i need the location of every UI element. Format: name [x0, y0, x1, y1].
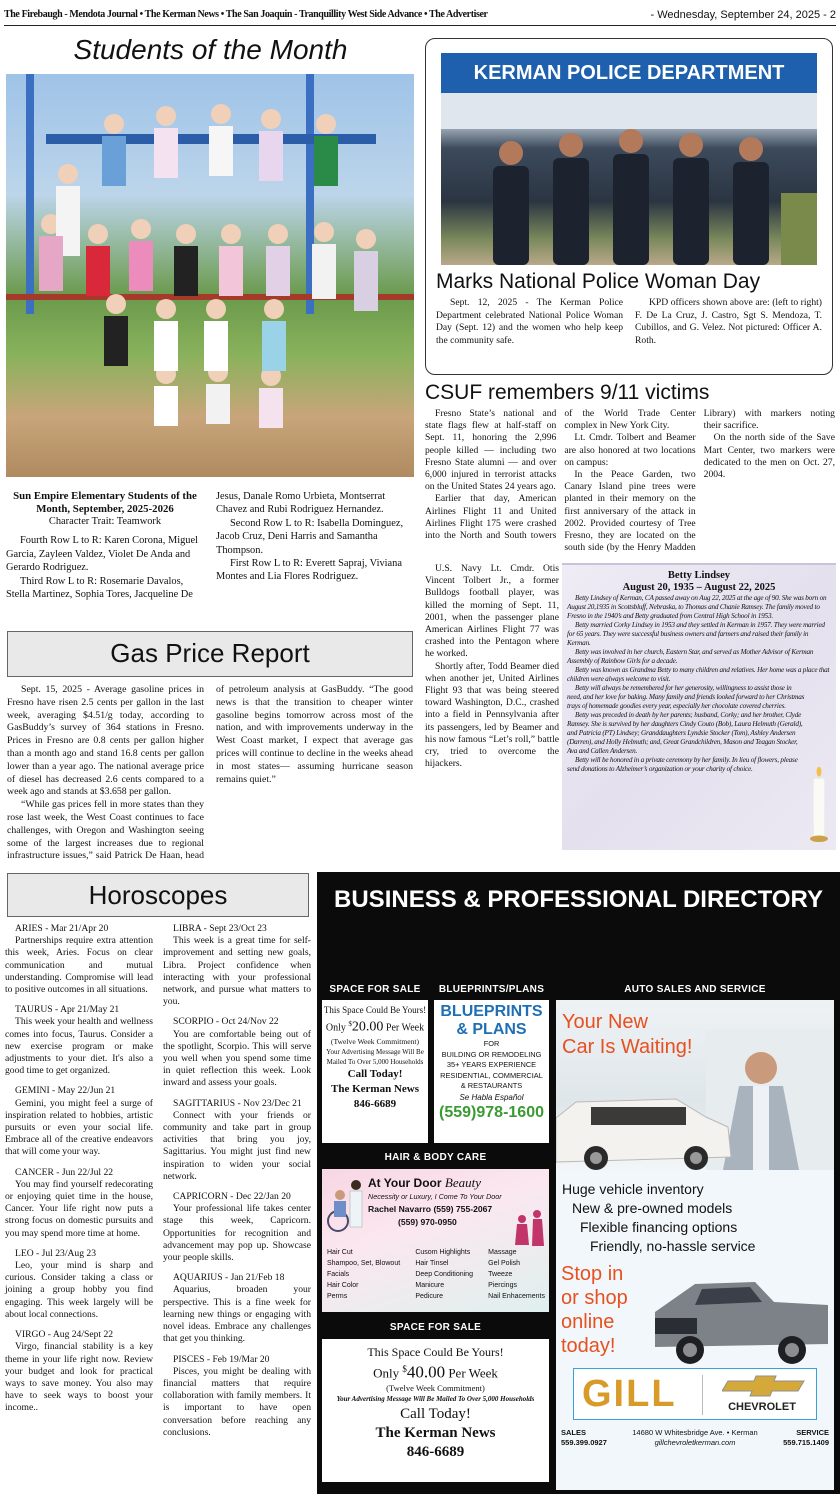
auto-headline — [562, 1010, 692, 1060]
blueprints-spanish: Se Habla Español — [459, 1092, 524, 1102]
address-text: 14680 W Whitesbridge Ave. • Kerman — [632, 1428, 758, 1437]
sign-text: You are comfortable being out of the spotlight, Scorpio. This will serve you well when you spend some time in quiet reflection this week. Look inward and assess your goals. — [163, 1028, 311, 1089]
directory-title: BUSINESS & PROFESSIONAL DIRECTORY — [334, 886, 823, 913]
csuf-body — [425, 408, 835, 558]
stylist-silhouette-icon — [512, 1207, 546, 1247]
row-names: Fourth Row L to R: Karen Corona, Miguel Garcia, Zayleen Valdez, Violet De Anda and Gerardo Rodriguez. — [6, 535, 198, 574]
service-contact — [783, 1428, 829, 1448]
service-item: Pedicure — [415, 1293, 443, 1300]
service-item: Facials — [327, 1271, 350, 1278]
services-column — [488, 1247, 545, 1302]
gas-paragraph: “While gas prices fell in more states than they rose last week, the West Coast continues to face challenges, with Oregon and Washington seeing some of the largest increases due to regional infrastructure issues,” said Patrick De Haan, head of petroleum analysis at GasBuddy. “The good news is that the transition to cheaper winter gasoline begins tomorrow across most of the nation, and with improvements underway in the West Coast market, I expect that average gas prices will continue to decline in the weeks ahead in most states— assuming hurricane season remains quiet.” — [7, 684, 413, 862]
service-item: Shampoo, Set, Blowout — [327, 1260, 401, 1267]
ad-phone[interactable]: 846-6689 — [406, 1444, 465, 1461]
police-banner-text: KERMAN POLICE DEPARTMENT — [441, 53, 817, 93]
service-item: Cusom Highlights — [415, 1249, 471, 1256]
row-names: Third Row L to R: Rosemarie Davalos, Stella Martinez, Sophia Tores, Jacqueline De Jesus, Danale Romo Urbieta, Montserrat Chavez and Rubi Rodriguez Hernandez. — [6, 491, 386, 601]
csuf-paragraph: Earlier that day, American Airlines Flight 11 and United Airlines Flight 175 were crashed into the North and South towers of the World Trade Center complex in New York City. — [425, 408, 696, 542]
ad-mailed: Your Advertising Message Will Be — [326, 1048, 424, 1057]
horoscope-leo — [5, 1248, 153, 1321]
service-item: Gel Polish — [488, 1260, 521, 1267]
issue-date-page: - Wednesday, September 24, 2025 - 2 — [650, 8, 836, 21]
ad-only: Only — [325, 1022, 346, 1034]
police-photo — [441, 53, 817, 265]
beauty-phone-secondary[interactable]: (559) 970-0950 — [398, 1217, 457, 1227]
blueprints-line: RESIDENTIAL, COMMERCIAL — [440, 1070, 543, 1080]
ad-blueprints-plans[interactable] — [434, 1000, 549, 1143]
dealer-website-link[interactable]: gillchevroletkerman.com — [654, 1438, 736, 1447]
obituary-paragraph: Betty will always be remembered for her generosity, willingness to assist those in need, and her love for baking. Many family and friends looked forward to her Christmas trays of homemade goodies every year, especially her chocolate covered cherries. — [567, 684, 805, 710]
sign-heading: CANCER - Jun 22/Jul 22 — [15, 1166, 114, 1178]
ad-space-for-sale-20[interactable] — [322, 1000, 428, 1143]
obituary-body — [567, 594, 831, 774]
horoscope-taurus — [5, 1004, 153, 1077]
blueprints-line: FOR — [483, 1039, 500, 1048]
horoscope-libra — [163, 923, 311, 1008]
blueprints-line: 35+ YEARS EXPERIENCE — [446, 1060, 537, 1069]
ad-space-for-sale-40[interactable] — [322, 1339, 549, 1482]
blueprints-title: BLUEPRINTS — [440, 1003, 543, 1020]
csuf-body-continued — [425, 563, 559, 853]
csuf-headline: CSUF remembers 9/11 victims — [425, 381, 710, 404]
horoscope-capricorn — [163, 1191, 311, 1264]
police-body — [436, 297, 822, 347]
chevrolet-wordmark: CHEVROLET — [728, 1401, 796, 1413]
horoscope-sagittarius — [163, 1098, 311, 1183]
caption-heading: Sun Empire Elementary Students of the Month, September, 2025-2026 — [13, 490, 197, 515]
sign-heading: PISCES - Feb 19/Mar 20 — [173, 1353, 270, 1365]
csuf-paragraph: Fresno State’s national and state flags flew at half-staff on Sept. 11, honoring the 2,996 people killed — including two Fresno State alumni — and over 6,000 injured in terrorist attacks on the United States 24 years ago. — [425, 408, 557, 493]
csuf-paragraph: On the north side of the Save Mart Center, two markers were dedicated to the men on Oct. 27, 2004. — [703, 432, 835, 481]
newspaper-names: The Firebaugh - Mendota Journal • The Kerman News • The San Joaquin - Tranquillity West Side Advance • The Advertiser — [4, 9, 488, 20]
police-article — [425, 38, 833, 375]
sign-text: Pisces, you might be dealing with financial matters that require collaboration with family members. It is important to have open conversation before reaching any conclusions. — [163, 1365, 311, 1438]
sign-text: Gemini, you might feel a surge of inspiration related to hobbies, artistic pursuits or even your social life. Embrace all of the creative endeavors that will come your way. — [5, 1097, 153, 1158]
csuf-paragraph: Lt. Cmdr. Tolbert and Beamer are also honored at two locations on campus: — [564, 432, 696, 468]
gas-price-body — [7, 684, 413, 864]
sign-text: This week your health and wellness comes into focus, Taurus. Consider a new exercise program or make adjustments to your diet. It's also a good time to get organized. — [5, 1016, 153, 1077]
horoscope-virgo — [5, 1329, 153, 1414]
police-paragraph: KPD officers shown above are: (left to right) F. De La Cruz, J. Castro, Sgt S. Mendoza, T. Cubillos, and G. Velez. Not pictured: Officer A. Roth. — [635, 297, 822, 346]
gill-wordmark: GILL — [582, 1373, 677, 1415]
gill-chevrolet-logo — [573, 1368, 817, 1420]
sign-heading: LIBRA - Sept 23/Oct 23 — [173, 923, 267, 934]
ad-commitment: (Twelve Week Commitment) — [330, 1037, 420, 1047]
students-photo-illustration — [6, 74, 414, 477]
service-item: Deep Conditioning — [415, 1271, 473, 1278]
beauty-name-bold: At Your Door — [368, 1176, 442, 1190]
sign-text: Partnerships require extra attention this week, Aries. Focus on clear communication and mutual understanding. Compromise will lead to positive outcomes in all situations. — [5, 935, 153, 996]
service-item: Hair Color — [327, 1282, 359, 1289]
beauty-name-script: Beauty — [444, 1175, 481, 1190]
service-item: Manicure — [415, 1282, 445, 1289]
ad-only: Only — [373, 1365, 400, 1381]
auto-call-to-action — [561, 1262, 628, 1358]
services-column — [415, 1247, 473, 1302]
ad-at-your-door-beauty[interactable] — [322, 1169, 549, 1312]
ad-phone[interactable]: 846-6689 — [353, 1098, 397, 1111]
blueprints-line: BUILDING OR REMODELING — [441, 1049, 542, 1059]
character-trait: Character Trait: Teamwork — [48, 516, 162, 527]
ad-price-value: 20.00 — [351, 1019, 384, 1035]
cta-line: or shop — [561, 1287, 628, 1309]
sign-text: Connect with your friends or community and take part in group activities that bring you joy, Sagittarius. You might just find new inspiration to widen your social network. — [163, 1109, 311, 1182]
dealer-contact — [561, 1428, 829, 1448]
beauty-services — [327, 1247, 545, 1302]
cta-line: online — [561, 1311, 615, 1333]
ad-per-week: Per Week — [448, 1365, 498, 1381]
ad-price — [322, 1360, 549, 1382]
obituary-dates: August 20, 1935 – August 22, 2025 — [622, 582, 776, 593]
ad-line: This Space Could Be Yours! — [323, 1005, 427, 1015]
feature-item: New & pre-owned models — [572, 1200, 733, 1216]
ad-line: This Space Could Be Yours! — [367, 1345, 504, 1359]
sign-text: You may find yourself redecorating or enjoying quiet time in the house, Cancer. Your life right now puts a strong focus on domestic pursuits and you may spend more time at home. — [5, 1178, 153, 1239]
service-item: Tweeze — [488, 1271, 513, 1278]
obituary-paragraph: Betty married Corky Lindsey in 1953 and they settled in Kerman in 1957. They were married for 65 years. They were successful business owners and farmers and raised their family in Kerman. — [567, 621, 825, 647]
beauty-phone-primary[interactable]: Rachel Navarro (559) 755-2067 — [368, 1204, 493, 1214]
cta-line: Stop in — [561, 1263, 624, 1285]
cta-line: today! — [561, 1335, 616, 1357]
label-hair-body: HAIR & BODY CARE — [384, 1152, 487, 1163]
label-auto-sales: AUTO SALES AND SERVICE — [624, 984, 766, 995]
logo-divider — [702, 1375, 703, 1415]
sales-phone[interactable]: 559.399.0927 — [561, 1438, 607, 1447]
obituary-paragraph: Betty Lindsey of Kerman, CA passed away on Aug 22, 2025 at the age of 90. She was born on August 20,1935 in Scottsbluff, Nebraska, to Thomas and Chanie Ramsey. The family moved to Fresno in the 1940’s and Betty graduated from Central High School in 1953. — [567, 594, 827, 620]
business-directory — [317, 872, 840, 1494]
auto-features — [562, 1180, 755, 1256]
obituary — [562, 563, 836, 850]
ad-mailed: Your Advertising Message Will Be Mailed To Over 5,000 Households — [336, 1395, 535, 1404]
beauty-tagline: Necessity or Luxury, I Come To Your Door — [368, 1192, 502, 1201]
horoscope-aquarius — [163, 1272, 311, 1345]
csuf-paragraph: Shortly after, Todd Beamer died when another jet, United Airlines Flight 93 that was being steered toward Washington, D.C., crashed into a field in Pennsylvania after its passengers, led by Beamer and his now famous “Let’s roll,” battle cry, tried to overcome the hijackers. — [425, 660, 559, 770]
ad-gill-chevrolet[interactable] — [556, 1000, 834, 1490]
sales-contact — [561, 1428, 607, 1448]
horoscope-pisces — [163, 1354, 311, 1439]
service-item: Perms — [327, 1293, 348, 1300]
services-column — [327, 1247, 400, 1302]
ad-paper: The Kerman News — [375, 1425, 496, 1442]
caregiver-wheelchair-icon — [324, 1177, 366, 1245]
ad-call: Call Today! — [400, 1406, 471, 1423]
sign-heading: GEMINI - May 22/Jun 21 — [15, 1085, 116, 1097]
police-paragraph: Sept. 12, 2025 - The Kerman Police Department celebrated National Police Woman Day (Sept. 12) and the women who help keep the community safe. — [436, 297, 623, 346]
ad-mailed: Mailed To Over 5,000 Households — [326, 1058, 424, 1067]
horoscopes-body — [5, 923, 311, 1491]
gas-price-headline: Gas Price Report — [7, 631, 413, 677]
service-item: Hair Tinsel — [415, 1260, 449, 1267]
obituary-paragraph: Betty was involved in her church, Eastern Star, and served as Mother Advisor of Kerman Assembly of Rainbow Girls for a decade. — [567, 648, 814, 665]
chevrolet-bowtie-icon — [722, 1375, 810, 1397]
service-phone[interactable]: 559.715.1409 — [783, 1438, 829, 1447]
sign-text: Leo, your mind is sharp and curious. Consider taking a class or joining a group hobby you find engaging. This week largely will be about local connections. — [5, 1260, 153, 1320]
sign-heading: SCORPIO - Oct 24/Nov 22 — [173, 1016, 279, 1028]
obituary-name: Betty Lindsey — [667, 570, 731, 581]
row-names: Second Row L to R: Isabella Dominguez, Jacob Cruz, Deni Harris and Samantha Thompson. — [216, 517, 404, 556]
service-item: Piercings — [488, 1282, 517, 1289]
horoscope-aries — [5, 923, 153, 996]
ad-paper: The Kerman News — [331, 1083, 419, 1096]
students-headline: Students of the Month — [73, 34, 348, 65]
headline-line: Car Is Waiting! — [562, 1036, 693, 1058]
feature-item: Huge vehicle inventory — [562, 1181, 704, 1197]
ad-call: Call Today! — [347, 1068, 403, 1081]
sign-text: This week is a great time for self-improvement and setting new goals, Libra. Project confidence when interacting with your professional network, and pursue what matters to you. — [163, 935, 311, 1008]
horoscope-cancer — [5, 1167, 153, 1240]
sign-heading: VIRGO - Aug 24/Sept 22 — [15, 1329, 114, 1341]
students-caption — [6, 490, 414, 625]
ad-price-value: 40.00 — [406, 1362, 446, 1382]
sales-label: SALES — [561, 1428, 587, 1437]
horoscopes-headline: Horoscopes — [7, 873, 309, 917]
blueprints-phone[interactable]: (559)978-1600 — [439, 1103, 544, 1121]
sign-heading: CAPRICORN - Dec 22/Jan 20 — [173, 1191, 291, 1203]
horoscope-gemini — [5, 1085, 153, 1158]
label-space-for-sale: SPACE FOR SALE — [329, 984, 421, 995]
sign-heading: LEO - Jul 23/Aug 23 — [15, 1247, 97, 1259]
service-item: Hair Cut — [327, 1249, 353, 1256]
sign-heading: SAGITTARIUS - Nov 23/Dec 21 — [173, 1097, 302, 1109]
ad-dollar: $ — [402, 1364, 407, 1374]
sign-text: Virgo, financial stability is a key theme in your life right now. Review your budget and look for practical ways to save money. You also may have to seek ways to boost your income.. — [5, 1341, 153, 1414]
blueprints-line: & RESTAURANTS — [460, 1081, 523, 1090]
service-label: SERVICE — [796, 1428, 829, 1437]
service-item: Massage — [488, 1249, 517, 1256]
row-names: First Row L to R: Everett Sapraj, Viviana Montes and Lia Flores Rodriguez. — [216, 558, 402, 583]
csuf-paragraph: U.S. Navy Lt. Cmdr. Otis Vincent Tolbert Jr., a former Bulldogs football player, was killed the morning of Sept. 11, 2001, when the passenger plane American Airlines Flight 77 was crashed into the Pentagon where he worked. — [425, 563, 559, 660]
service-item: Nail Enhacements — [488, 1293, 545, 1300]
headline-line: Your New — [562, 1011, 648, 1033]
students-photo — [6, 74, 414, 477]
officers-illustration — [441, 53, 817, 265]
ad-per-week: Per Week — [385, 1022, 425, 1034]
sign-text: Your professional life takes center stage this week, Capricorn. Opportunities for recognition and advancement may pop up. Showcase your people skills. — [163, 1203, 311, 1264]
ad-dollar: $ — [348, 1020, 352, 1028]
obituary-paragraph: Betty will be honored in a private ceremony by her family. In lieu of flowers, please send donations to Alzheimer’s organization or your charity of choice. — [567, 756, 798, 773]
beauty-name — [368, 1175, 481, 1191]
label-blueprints: BLUEPRINTS/PLANS — [438, 984, 545, 995]
pickup-truck-illustration — [650, 1262, 830, 1366]
police-headline: Marks National Police Woman Day — [436, 270, 761, 293]
dealer-address — [632, 1428, 757, 1448]
obituary-paragraph: Betty was preceded in death by her parents; husband, Corky; and her brother, Clyde Ramsey. She is survived by her daughters Cindy Couto (Bob), Laura Helmuth (Gerald), and Patricia (PT) Lindsey; Granddaughters Lyndsie Stocker (Tom), Ashley Andersen (Darren), and Holly Helmuth; and, Great Grandchildren, Mason and Teagan Stocker, Ava and Callen Andersen. — [567, 711, 803, 755]
feature-item: Flexible financing options — [580, 1219, 738, 1235]
obituary-paragraph: Betty was known as Grandma Betty to many children and relatives. Her home was a place that children were always welcome to visit. — [567, 666, 830, 683]
sign-heading: ARIES - Mar 21/Apr 20 — [15, 923, 109, 934]
feature-item: Friendly, no-hassle service — [590, 1238, 756, 1254]
horoscope-scorpio — [163, 1016, 311, 1089]
masthead — [4, 4, 836, 26]
csuf-paragraph: In the Peace Garden, two Canary Island pine trees were planted in their memory on the first anniversary of the attack in 2002. Provided courtesy of Tree Fresno, they are located on the south side (by the Henry Madden Library) with markers noting their sacrifice. — [564, 408, 835, 554]
ad-commitment: (Twelve Week Commitment) — [386, 1383, 485, 1394]
ad-price — [322, 1016, 428, 1036]
auto-hero-image — [556, 1000, 834, 1170]
gas-paragraph: Sept. 15, 2025 - Average gasoline prices in Fresno have risen 2.5 cents per gallon in the last week, averaging $4.51/g today, according to GasBuddy’s survey of 364 stations in Fresno. Prices in Fresno are 0.8 cents per gallon higher than a month ago and stand 16.8 cents per gallon lower than a year ago. The national average price of diesel has decreased 2.6 cents compared to a week ago and stands at $3.658 per gallon. — [7, 684, 204, 798]
label-space-for-sale-2: SPACE FOR SALE — [389, 1322, 482, 1333]
sign-text: Aquarius, broaden your perspective. This is a fine week for learning new things or engaging with novel ideas. Embrace any challenges that get you thinking. — [163, 1284, 311, 1345]
blueprints-title: & PLANS — [456, 1021, 527, 1038]
sign-heading: AQUARIUS - Jan 21/Feb 18 — [173, 1272, 285, 1284]
candle-icon — [810, 764, 828, 844]
sign-heading: TAURUS - Apr 21/May 21 — [15, 1004, 120, 1016]
